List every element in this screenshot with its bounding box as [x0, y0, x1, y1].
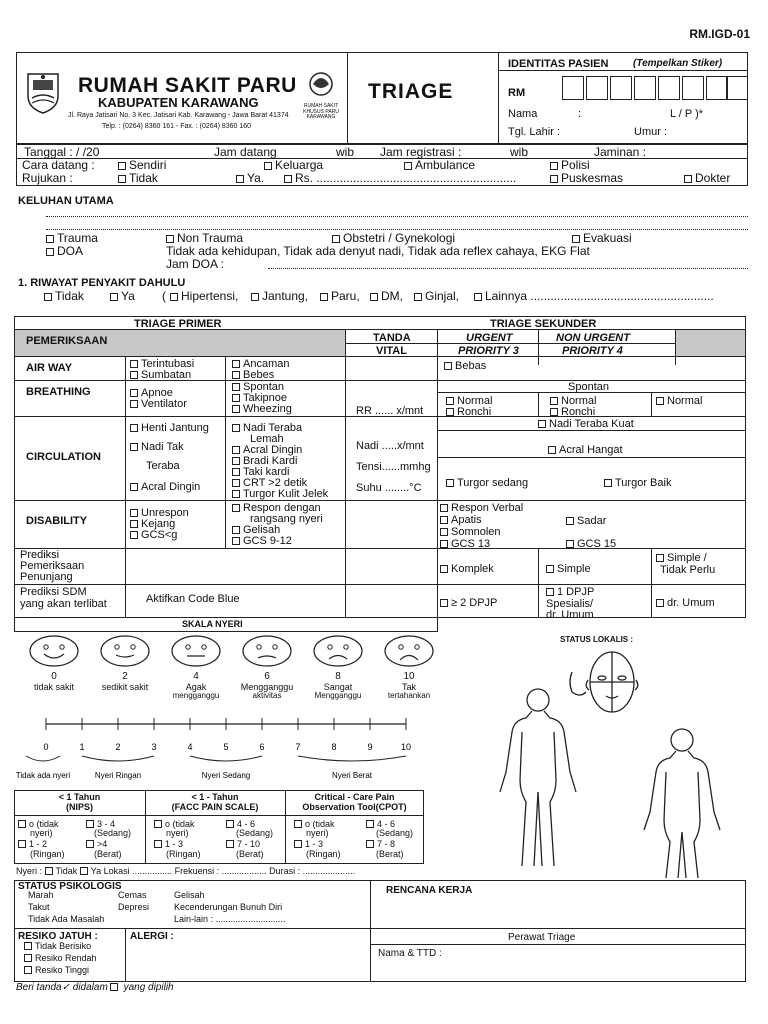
footer-note: Beri tanda✓ didalam yang dipilih	[16, 982, 174, 993]
cb-gelisah[interactable]: Gelisah	[232, 524, 280, 536]
scale-bracket	[82, 756, 154, 761]
cb-bebes[interactable]: Bebes	[232, 369, 274, 381]
cb-rujukan-ya[interactable]: Ya.	[236, 172, 264, 185]
page-title: TRIAGE	[368, 80, 454, 103]
cb-normal-4[interactable]: Normal	[656, 395, 702, 407]
cb-acral-dingin-1[interactable]: Acral Dingin	[130, 481, 200, 493]
pain-face-2	[93, 634, 157, 704]
cb-komplek[interactable]: Komplek	[440, 563, 494, 575]
skala-nyeri-heading: SKALA NYERI	[182, 619, 243, 629]
scale-group-label: Nyeri Ringan	[94, 771, 142, 780]
scale-bracket	[298, 756, 406, 761]
cb-resiko-rendah[interactable]: Resiko Rendah	[24, 954, 97, 964]
perawat-triage: Perawat Triage	[508, 932, 576, 943]
rencana-kerja: RENCANA KERJA	[386, 885, 473, 896]
hospital-name: RUMAH SAKIT PARU	[78, 74, 297, 97]
cb-ronchi-nonurgent[interactable]: Ronchi	[550, 406, 595, 418]
pain-face-label: Agak	[185, 681, 207, 692]
cb-jantung[interactable]: Jantung,	[251, 290, 308, 303]
cb-facc-4-6[interactable]: 4 - 6	[226, 820, 255, 830]
cb-gcs-9-12[interactable]: GCS 9-12	[232, 535, 292, 547]
scale-label: 3	[151, 742, 157, 752]
cb-facc-0[interactable]: o (tidak	[154, 820, 195, 830]
face-icon	[306, 634, 370, 668]
keluhan-line-1[interactable]	[46, 216, 748, 217]
pain-face-label: Mengganggu	[240, 681, 294, 692]
cb-tidak-berisiko[interactable]: Tidak Berisiko	[24, 942, 91, 952]
pain-face-number: 6	[264, 671, 270, 682]
pain-face-label: sedikit sakit	[101, 681, 149, 692]
cb-spontan[interactable]: Spontan	[232, 381, 284, 393]
cb-henti-jantung[interactable]: Henti Jantung	[130, 422, 209, 434]
pain-face-number: 0	[51, 671, 57, 682]
scale-label: 4	[187, 742, 193, 752]
age-label: Umur :	[634, 126, 667, 138]
cb-apnoe[interactable]: Apnoe	[130, 387, 173, 399]
cb-dm[interactable]: DM,	[370, 290, 403, 303]
cb-nips-3-4[interactable]: 3 - 4	[86, 820, 115, 830]
keluhan-line-2[interactable]	[46, 229, 748, 230]
cb-nips-1-2[interactable]: 1 - 2	[18, 840, 47, 850]
cb-2-dpjp[interactable]: ≥ 2 DPJP	[440, 597, 497, 609]
cb-crt[interactable]: CRT >2 detik	[232, 477, 307, 489]
cb-apatis[interactable]: Apatis	[440, 514, 482, 526]
pain-face-number: 10	[403, 671, 415, 682]
scale-group-label: Nyeri Berat	[331, 771, 373, 780]
cb-ginjal[interactable]: Ginjal,	[414, 290, 459, 303]
cb-sendiri[interactable]: Sendiri	[118, 159, 166, 172]
cb-acral-dingin-2[interactable]: Acral Dingin	[232, 444, 302, 456]
cb-ambulance[interactable]: Ambulance	[404, 159, 475, 172]
cb-nadi-tak[interactable]: Nadi Tak	[130, 441, 184, 453]
code-blue: Aktifkan Code Blue	[146, 593, 240, 605]
face-icon	[235, 634, 299, 668]
status-lokalis-label: STATUS LOKALIS :	[560, 635, 634, 644]
cb-ronchi-urgent[interactable]: Ronchi	[446, 406, 491, 418]
cb-1-dpjp[interactable]: 1 DPJP	[546, 586, 594, 598]
cb-polisi[interactable]: Polisi	[550, 159, 590, 172]
cb-respon-nyeri[interactable]: Respon dengan	[232, 502, 321, 514]
scale-label: 5	[223, 742, 229, 752]
form-code: RM.IGD-01	[689, 27, 750, 41]
cb-gcs-g[interactable]: GCS<g	[130, 529, 177, 541]
box-icon	[110, 983, 118, 991]
cb-cpot-7-8[interactable]: 7 - 8	[366, 840, 395, 850]
scale-label: 1	[79, 742, 85, 752]
face-icon	[93, 634, 157, 668]
pain-face-label-2: aktivitas	[252, 690, 282, 700]
cb-resiko-tinggi[interactable]: Resiko Tinggi	[24, 966, 89, 976]
cb-unrespon[interactable]: Unrespon	[130, 507, 189, 519]
cb-simple-tidak-perlu[interactable]: Simple /	[656, 552, 707, 564]
cb-normal-urgent[interactable]: Normal	[446, 395, 492, 407]
cb-simple[interactable]: Simple	[546, 563, 591, 575]
check-icon: ✓	[61, 982, 70, 993]
pain-number-scale	[14, 704, 438, 786]
pain-face-label: tidak sakit	[33, 681, 75, 692]
cb-facc-7-10[interactable]: 7 - 10	[226, 840, 260, 850]
cb-facc-1-3[interactable]: 1 - 3	[154, 840, 183, 850]
cb-taki[interactable]: Taki kardi	[232, 466, 289, 478]
cb-somnolen[interactable]: Somnolen	[440, 526, 501, 538]
cb-evakuasi[interactable]: Evakuasi	[572, 232, 632, 245]
cb-rs[interactable]: Rs. ............................................................	[284, 172, 516, 185]
scale-label: 9	[367, 742, 373, 752]
cb-nips-gt4[interactable]: >4	[86, 840, 107, 850]
sticker-note: (Tempelkan Stiker)	[633, 58, 723, 69]
scale-label: 0	[43, 742, 49, 752]
sex-label: L / P )*	[670, 108, 704, 120]
cb-riwayat-tidak[interactable]: Tidak	[44, 290, 84, 303]
pain-face-label-2: Mengganggu	[314, 690, 362, 700]
cb-ventilator[interactable]: Ventilator	[130, 398, 187, 410]
scale-bracket	[26, 756, 60, 761]
cb-puskesmas[interactable]: Puskesmas	[550, 172, 623, 185]
rm-number-boxes[interactable]	[562, 76, 748, 103]
pain-face-label: Sangat	[323, 681, 353, 692]
face-icon	[164, 634, 228, 668]
face-icon	[377, 634, 441, 668]
cb-gcs-13[interactable]: GCS 13	[440, 538, 490, 550]
cb-cpot-1-3[interactable]: 1 - 3	[294, 840, 323, 850]
cb-acral-hangat[interactable]: Acral Hangat	[548, 444, 623, 456]
dob-label: Tgl. Lahir :	[508, 126, 560, 138]
pain-face-6	[235, 634, 299, 704]
tanggal: Tanggal : / /20	[24, 145, 100, 159]
scale-label: 2	[115, 742, 121, 752]
cb-nips-0[interactable]: o (tidak	[18, 820, 59, 830]
cb-hipertensi[interactable]: Hipertensi,	[170, 290, 238, 303]
cb-non-trauma[interactable]: Non Trauma	[166, 232, 243, 245]
cb-turgor-sedang[interactable]: Turgor sedang	[446, 477, 528, 489]
jam-doa-label: Jam DOA :	[166, 257, 225, 271]
pain-face-0	[22, 634, 86, 704]
hospital-logo-icon	[303, 70, 339, 104]
cb-sadar[interactable]: Sadar	[566, 515, 606, 527]
triage-sekunder-heading: TRIAGE SEKUNDER	[490, 318, 597, 330]
cb-nadi-teraba[interactable]: Nadi Teraba	[232, 422, 302, 434]
hospital-address: Jl. Raya Jatisari No. 3 Kec. Jatisari Kab. Karawang - Jawa Barat 41374	[68, 112, 289, 119]
cb-paru[interactable]: Paru,	[320, 290, 360, 303]
pain-face-number: 2	[122, 671, 128, 682]
alergi-label: ALERGI :	[130, 931, 174, 942]
cb-cpot-0[interactable]: o (tidak	[294, 820, 335, 830]
scale-label: 7	[295, 742, 301, 752]
scale-bracket	[190, 756, 262, 761]
scale-label: 6	[259, 742, 265, 752]
cb-turgor-jelek[interactable]: Turgor Kulit Jelek	[232, 488, 328, 500]
cb-dokter[interactable]: Dokter	[684, 172, 730, 185]
cb-gcs-15[interactable]: GCS 15	[566, 538, 616, 550]
cb-bradi[interactable]: Bradi Kardi	[232, 455, 297, 467]
cb-riwayat-ya[interactable]: Ya	[110, 290, 135, 303]
jam-doa-line[interactable]	[268, 268, 748, 269]
cb-doa[interactable]: DOA	[46, 245, 83, 258]
cb-kejang[interactable]: Kejang	[130, 518, 175, 530]
identity-heading: IDENTITAS PASIEN	[508, 58, 609, 70]
scale-label: 8	[331, 742, 337, 752]
pain-face-8	[306, 634, 370, 704]
hospital-crest-icon	[24, 68, 62, 114]
cb-trauma[interactable]: Trauma	[46, 232, 98, 245]
nama-label: Nama	[508, 108, 538, 120]
cb-dr-umum[interactable]: dr. Umum	[656, 597, 715, 609]
cb-terintubasi[interactable]: Terintubasi	[130, 358, 194, 370]
cb-rujukan-tidak[interactable]: Tidak	[118, 172, 158, 185]
cb-sumbatan[interactable]: Sumbatan	[130, 369, 191, 381]
pain-face-label-2: mengganggu	[172, 690, 220, 700]
cb-cpot-4-6[interactable]: 4 - 6	[366, 820, 395, 830]
cb-lainnya[interactable]: Lainnya .......................................................	[474, 290, 714, 303]
riwayat-heading: 1. RIWAYAT PENYAKIT DAHULU	[18, 277, 186, 289]
face-icon	[22, 634, 86, 668]
hospital-region: KABUPATEN KARAWANG	[98, 95, 259, 110]
pain-face-label-2: tertahankan	[387, 690, 431, 700]
cb-wheezing[interactable]: Wheezing	[232, 403, 292, 415]
scale-group-label: Nyeri Sedang	[201, 771, 251, 780]
cb-ancaman[interactable]: Ancaman	[232, 358, 289, 370]
pain-face-number: 8	[335, 671, 341, 682]
pain-face-label: Tak	[401, 681, 416, 692]
hospital-logo-text: RUMAH SAKIT KHUSUS PARU KARAWANG	[303, 103, 339, 120]
cb-takipnoe[interactable]: Takipnoe	[232, 392, 287, 404]
cb-respon-verbal[interactable]: Respon Verbal	[440, 502, 523, 514]
cb-keluarga[interactable]: Keluarga	[264, 159, 323, 172]
pain-faces	[14, 632, 438, 704]
scale-label: 10	[400, 742, 412, 752]
cb-bebas[interactable]: Bebas	[444, 360, 486, 372]
nyeri-line[interactable]: Nyeri : Tidak Ya Lokasi ................ Frekuensi : .................. Durasi : .....................	[16, 866, 356, 876]
triage-primer-heading: TRIAGE PRIMER	[134, 318, 222, 330]
cb-turgor-baik[interactable]: Turgor Baik	[604, 477, 671, 489]
cb-nadi-kuat[interactable]: Nadi Teraba Kuat	[538, 418, 634, 430]
pain-face-number: 4	[193, 671, 199, 682]
keluhan-heading: KELUHAN UTAMA	[18, 195, 114, 207]
cb-obstetri[interactable]: Obstetri / Gynekologi	[332, 232, 455, 245]
cb-normal-nonurgent[interactable]: Normal	[550, 395, 596, 407]
scale-group-label: Tidak ada nyeri	[15, 771, 71, 780]
pain-face-4	[164, 634, 228, 704]
nama-ttd[interactable]: Nama & TTD :	[378, 948, 442, 959]
doa-description: Tidak ada kehidupan, Tidak ada denyut nadi, Tidak ada reflex cahaya, EKG Flat	[166, 244, 590, 258]
body-diagram[interactable]	[476, 642, 748, 878]
rm-label: RM	[508, 87, 526, 99]
hospital-phone: Telp. : (0264) 8360 161 - Fax. : (0264) 8360 160	[102, 123, 252, 130]
pain-face-10	[377, 634, 441, 704]
